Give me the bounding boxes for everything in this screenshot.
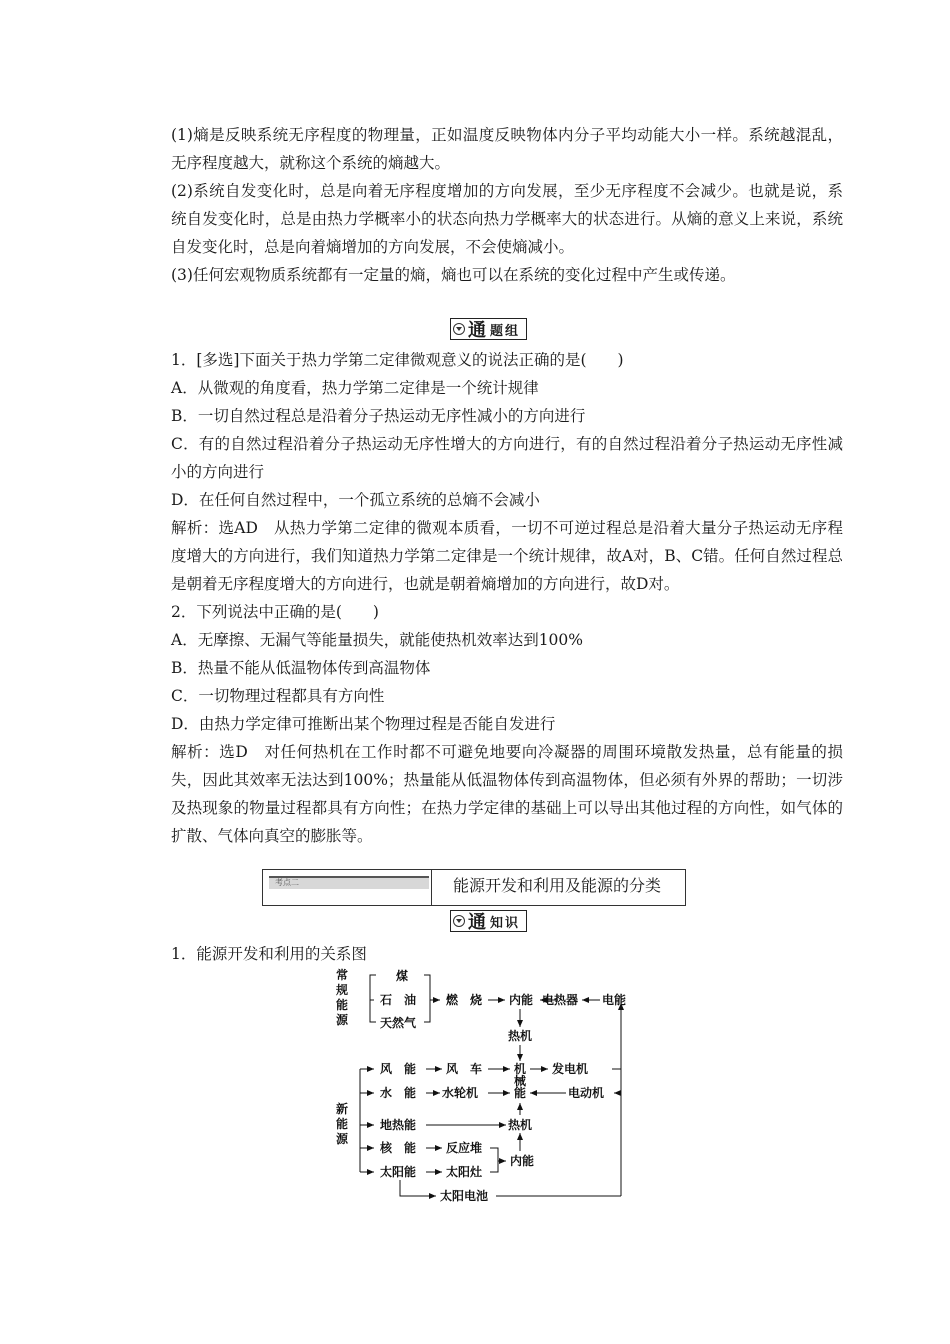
conventional-bracket — [370, 975, 376, 1022]
down-arrow-circle-icon — [453, 323, 465, 335]
topic-title: 能源开发和利用及能源的分类 — [453, 876, 662, 895]
question-2-stem: 2．下列说法中正确的是( ) — [171, 603, 379, 621]
gas-label: 天然气 — [380, 1016, 417, 1030]
reactor-label: 反应堆 — [446, 1141, 483, 1155]
badge-main-char: 通 — [468, 912, 486, 933]
conventional-label-1: 常 — [336, 968, 349, 982]
electric-energy-label: 电能 — [602, 993, 627, 1007]
topic-divider — [431, 870, 432, 905]
solar-cell-label: 太阳电池 — [440, 1189, 489, 1203]
question-1-option-c: C．有的自然过程沿着分子热运动无序性增大的方向进行，有的自然过程沿着分子热运动无序性减小的方向进行 — [171, 435, 843, 481]
practice-badge — [450, 318, 527, 340]
internal-energy-2-label: 内能 — [510, 1154, 535, 1168]
water-energy-label: 水 能 — [380, 1086, 417, 1100]
question-1-analysis: 解析：选AD 从热力学第二定律的微观本质看，一切不可逆过程总是沿着大量分子热运动无序程度增大的方向进行，我们知道热力学第二定律是一个统计规律，故A对，B、C错。任何自然过程总是朝着无序程度增大的方向进行，也就是朝着熵增加的方向进行，故D对。 — [171, 519, 843, 593]
coal-label: 煤 — [396, 969, 409, 983]
oil-label: 石 油 — [380, 993, 417, 1007]
energy-relationship-diagram — [330, 965, 650, 1205]
topic-header — [262, 869, 686, 906]
windmill-label: 风 车 — [446, 1062, 483, 1076]
conventional-label-3: 能 — [336, 998, 349, 1012]
practice-badge-box — [450, 318, 527, 340]
question-1-stem: 1．[多选]下面关于热力学第二定律微观意义的说法正确的是( ) — [171, 351, 624, 369]
internal-energy-label: 内能 — [509, 993, 534, 1007]
question-2-analysis: 解析：选D 对任何热机在工作时都不可避免地要向冷凝器的周围环境散发热量，总有能量的损失，因此其效率无法达到100%；热量能从低温物体传到高温物体，但必须有外界的帮助；一切涉及热现象的物量过程都具有方向性；在热力学定律的基础上可以导出其他过程的方向性，如气体的扩散、气体向真空的膨胀等。 — [171, 743, 843, 845]
nuclear-energy-label: 核 能 — [380, 1141, 417, 1155]
fuel-bracket — [424, 975, 430, 1022]
heater-label: 电热器 — [542, 993, 579, 1007]
motor-label: 电动机 — [568, 1086, 605, 1100]
question-2-option-a: A．无摩擦、无漏气等能量损失，就能使热机效率达到100% — [171, 631, 584, 649]
badge-label: 知识 — [490, 915, 521, 931]
mechanical-label-3: 能 — [514, 1086, 527, 1100]
burn-label: 燃 烧 — [446, 993, 483, 1007]
badge-label: 题组 — [490, 323, 521, 339]
knowledge-badge-box — [450, 910, 527, 932]
intro-paragraph-2: (2)系统自发变化时，总是向着无序程度增加的方向发展，至少无序程度不会减少。也就是说，系统自发变化时，总是由热力学概率小的状态向热力学概率大的状态进行。从熵的意义上来说，系统自发变化时，总是向着熵增加的方向发展，不会使熵减小。 — [171, 182, 843, 256]
knowledge-badge — [450, 910, 527, 932]
solar-stove-label: 太阳灶 — [446, 1165, 483, 1179]
new-energy-label-1: 新 — [336, 1102, 349, 1116]
section-1-heading: 1．能源开发和利用的关系图 — [171, 945, 367, 963]
heat-engine-2-label: 热机 — [508, 1118, 533, 1132]
heat-engine-label: 热机 — [508, 1029, 533, 1043]
intro-paragraph-1: (1)熵是反映系统无序程度的物理量，正如温度反映物体内分子平均动能大小一样。系统越混乱，无序程度越大，就称这个系统的熵越大。 — [171, 126, 843, 172]
intro-paragraph-3: (3)任何宏观物质系统都有一定量的熵，熵也可以在系统的变化过程中产生或传递。 — [171, 266, 736, 284]
conventional-label-2: 规 — [336, 983, 349, 997]
new-energy-label-2: 能 — [336, 1117, 349, 1131]
question-2-option-d: D．由热力学定律可推断出某个物理过程是否能自发进行 — [171, 715, 556, 733]
solar-energy-label: 太阳能 — [380, 1165, 417, 1179]
diagram-labels — [335, 967, 626, 1203]
generator-label: 发电机 — [552, 1062, 589, 1076]
wind-energy-label: 风 能 — [380, 1062, 417, 1076]
conventional-label-4: 源 — [336, 1013, 349, 1027]
topic-tag: 考点二 — [269, 876, 429, 889]
geothermal-label: 地热能 — [380, 1118, 417, 1132]
waterwheel-label: 水轮机 — [442, 1086, 479, 1100]
question-1-option-a: A．从微观的角度看，热力学第二定律是一个统计规律 — [171, 379, 539, 397]
question-1-option-d: D．在任何自然过程中，一个孤立系统的总熵不会减小 — [171, 491, 540, 509]
new-energy-label-3: 源 — [336, 1132, 349, 1146]
badge-main-char: 通 — [468, 320, 486, 341]
mechanical-label-2: 械 — [514, 1074, 527, 1088]
mechanical-label-1: 机 — [514, 1062, 527, 1076]
down-arrow-circle-icon — [453, 915, 465, 927]
question-1-option-b: B．一切自然过程总是沿着分子热运动无序性减小的方向进行 — [171, 407, 586, 425]
question-2-option-b: B．热量不能从低温物体传到高温物体 — [171, 659, 431, 677]
question-2-option-c: C．一切物理过程都具有方向性 — [171, 687, 385, 705]
